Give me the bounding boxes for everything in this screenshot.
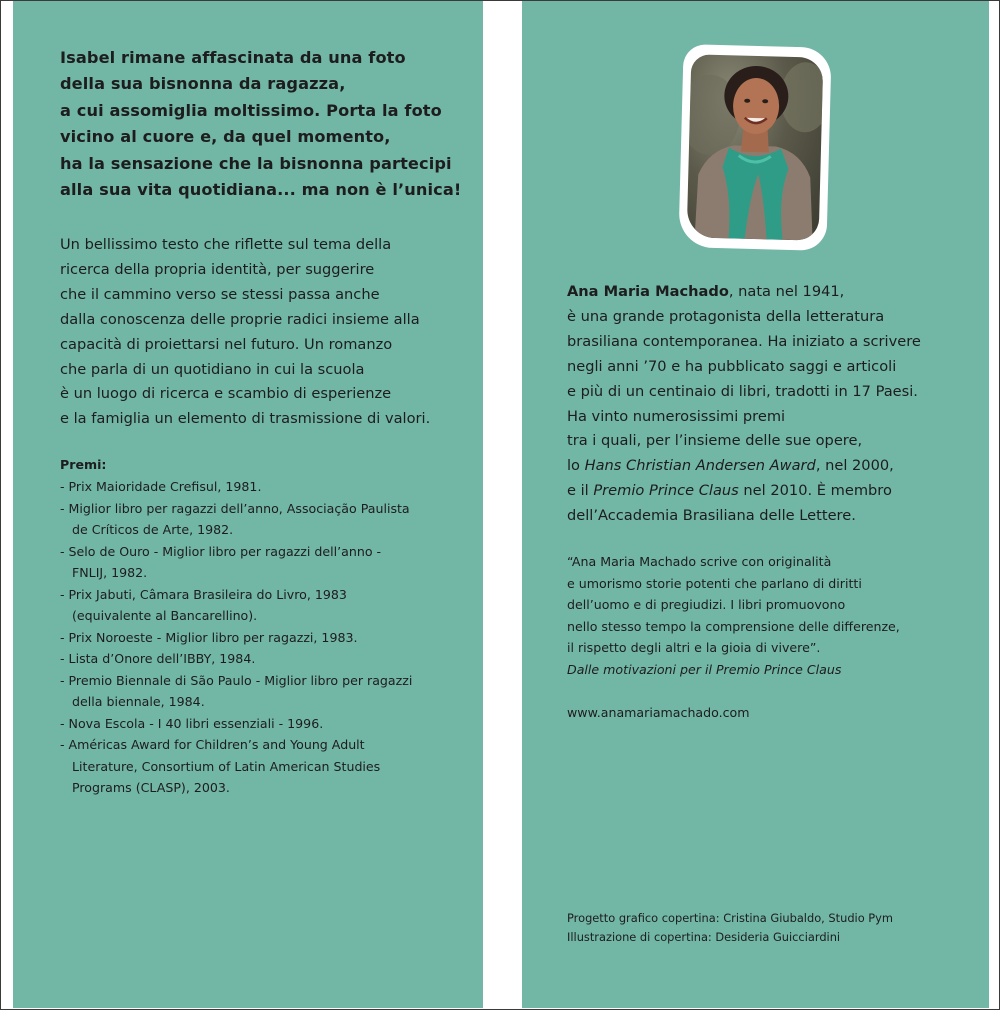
prize-item: - Miglior libro per ragazzi dell’anno, Associação Paulista de Críticos de Arte, 1982. <box>60 500 410 537</box>
left-panel <box>13 1 483 1008</box>
right-panel <box>522 1 989 1008</box>
prize-item: - Prix Jabuti, Câmara Brasileira do Livro, 1983 (equivalente al Bancarellino). <box>60 586 347 623</box>
prize-item: - Premio Biennale di São Paulo - Miglior libro per ragazzi della biennale, 1984. <box>60 672 413 709</box>
quote-text: “Ana Maria Machado scrive con originalità e umorismo storie potenti che parlano di diritti dell’uomo e di pregiudizi. I libri promuovono nello stesso tempo la comprensione delle differenze, il rispetto degli altri e la gioia di vivere”. <box>567 554 900 656</box>
quote-source: Dalle motivazioni per il Premio Prince Claus <box>567 661 842 677</box>
author-website-link[interactable]: www.anamariamachado.com <box>567 705 750 720</box>
prize-item: - Prix Maioridade Crefisul, 1981. <box>60 479 262 494</box>
prize-item: - Prix Noroeste - Miglior libro per ragazzi, 1983. <box>60 629 358 645</box>
author-bio <box>567 280 921 529</box>
cover-credits: Progetto grafico copertina: Cristina Giubaldo, Studio Pym Illustrazione di copertina: Desideria Guicciardini <box>567 911 894 944</box>
book-blurb: Isabel rimane affascinata da una foto della sua bisnonna da ragazza, a cui assomiglia moltissimo. Porta la foto vicino al cuore e, da quel momento, ha la sensazione che la bisnonna partecipi alla sua vita quotidiana... ma non è l’unica! <box>60 48 462 200</box>
author-photo-frame <box>678 44 831 251</box>
book-description: Un bellissimo testo che riflette sul tema della ricerca della propria identità, per suggerire che il cammino verso se stessi passa anche dalla conoscenza delle proprie radici insieme alla capacità di proiettarsi nel futuro. Un romanzo che parla di un quotidiano in cui la scuola è un luogo di ricerca e scambio di esperienze e la famiglia un elemento di trasmissione di valori. <box>60 236 431 428</box>
prize-item: - Selo de Ouro - Miglior libro per ragazzi dell’anno - FNLIJ, 1982. <box>60 543 382 580</box>
author-quote <box>567 551 900 681</box>
prize-item: - Nova Escola - I 40 libri essenziali - 1996. <box>60 715 324 731</box>
author-portrait-icon <box>687 54 824 240</box>
prize-item: - Lista d’Onore dell’IBBY, 1984. <box>60 651 256 666</box>
award-name: Premio Prince Claus <box>593 482 739 500</box>
bio-text-part: , nel 2000, e il <box>567 457 894 500</box>
author-name: Ana Maria Machado <box>567 283 729 300</box>
award-name: Hans Christian Andersen Award <box>584 457 816 475</box>
bio-text-part: nel 2010. È membro dell’Accademia Brasiliana delle Lettere. <box>567 482 892 525</box>
prizes-heading: Premi: <box>60 457 107 472</box>
bio-text-part: , nata nel 1941, è una grande protagonista della letteratura brasiliana contemporanea. Ha iniziato a scrivere negli anni ’70 e ha pubblicato saggi e articoli e più di un centinaio di libri, tradotti in 17 Paesi. Ha vinto numerosissimi premi tra i quali, per l’insieme delle sue opere, lo <box>567 283 921 475</box>
prize-item: - Américas Award for Children’s and Young Adult Literature, Consortium of Latin American Studies Programs (CLASP), 2003. <box>60 737 381 795</box>
prizes-list <box>60 476 412 799</box>
